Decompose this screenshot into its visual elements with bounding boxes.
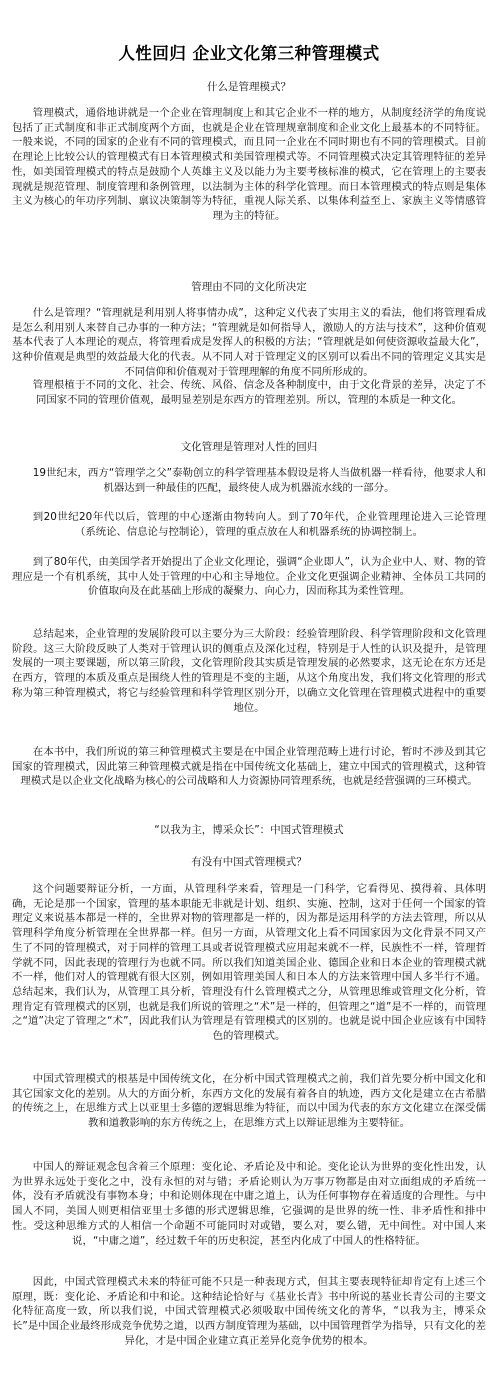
paragraph-culture-roots-china: 中国式管理模式的根基是中国传统文化，在分析中国式管理模式之前，我们首先要分析中国文化和其它国家文化的差别。从大的方面分析，东西方文化的发展有着各自的轨迹，西方文化是建立在古希腊的传统之上，在思维方式上以亚里士多德的逻辑思维为特征，而以中国为代表的东方文化建立在深受儒教和道教影响的东方传统之上，在思维方式上以辩证思维为主要特征。 [12, 1073, 486, 1130]
section-heading-is-there-chinese-mode: 有没有中国式管理模式？ [191, 856, 307, 868]
paragraph-three-stages: 总结起来，企业管理的发展阶段可以主要分为三大阶段：经验管理阶段、科学管理阶段和文化管理阶段。这三大阶段反映了人类对于管理认识的侧重点及深化过程，特别是于人性的认识及提升，是管理发展的一项主要课题，所以第三阶段，文化管理阶段其实质是管理发展的必然要求，这无论在东方还是在西方，管理的本质及重点是围绕人性的管理是不变的主题，从这个角度出发，我们将文化管理的形式称为第三种管理模式，将它与经验管理和科学管理区别分开，以确立文化管理在管理模式进程中的重要地位。 [12, 628, 486, 714]
article-title: 人性回归 企业文化第三种管理模式 [118, 44, 380, 63]
section-heading-culture-decides: 管理由不同的文化所决定 [191, 281, 307, 293]
paragraph-this-book: 在本书中，我们所说的第三种管理模式主要是在中国企业管理范畴上进行讨论，暂时不涉及到其它国家的管理模式，因此第三种管理模式就是指在中国传统文化基础上，建立中国式的管理模式，这种管理模式是以企业文化战略为核心的公司战略和人力资源协同管理系统，也就是经营强调的三环模式。 [12, 746, 486, 788]
paragraph-1980s: 到了80年代，由美国学者开始提出了企业文化理论，强调“企业即人”，认为企业中人、财、物的管理应是一个有机系统，其中人处于管理的中心和主导地位。企业文化更强调企业精神、全体员工共同的价值取向及在此基础上形成的凝聚力、向心力，因而称其为柔性管理。 [12, 556, 486, 598]
paragraph-management-mode: 管理模式，通俗地讲就是一个企业在管理制度上和其它企业不一样的地方，从制度经济学的角度说包括了正式制度和非正式制度两个方面，也就是企业在管理规章制度和企业文化上最基本的不同特征。一般来说，不同的国家的企业有不同的管理模式，而且同一企业在不同时期也有不同的管理模式。目前在理论上比较公认的管理模式有日本管理模式和美国管理模式等。不同管理模式决定其管理特征的差异性，如美国管理模式的特点是鼓励个人英雄主义及以能力为主要考核标准的模式，它在管理上的主要表现就是规范管理、制度管理和条例管理，以法制为主体的科学化管理。而日本管理模式的特点则是集体主义为核心的年功序列制、禀议决策制等为特征，重视人际关系、以集体利益至上、家族主义等情感管理为主的特征。 [12, 107, 486, 222]
section-heading-humanity-return: 文化管理是管理对人性的回归 [180, 441, 318, 453]
paragraph-dialectical-analysis: 这个问题要辩证分析，一方面，从管理科学来看，管理是一门科学，它看得见、摸得着、具体明确，无论是那一个国家，管理的基本职能无非就是计划、组织、实施、控制，这对于任何一个国家的管理定义来说基本都是一样的，全世界对物的管理都是一样的，因为都是运用科学的方法去管理，所以从管理科学角度分析管理在全世界都一样。但另一方面，从管理文化上看不同国家因为文化背景不同又产生了不同的管理模式，对于同样的管理工具或者说管理模式应用起来就不一样，民族性不一样，管理哲学就不同，因此表现的管理行为也就不同。所以我们知道美国企业、德国企业和日本企业的管理模式就不一样，他们对人的管理就有很大区别，例如用管理美国人和日本人的方法来管理中国人多半行不通。总结起来，我们认为，从管理工具分析，管理没有什么管理模式之分，从管理思维或管理文化分析，管理肯定有管理模式的区别，也就是我们所说的管理之“术”是一样的，但管理之“道”是不一样的，而管理之“道”决定了管理之“术”，因此我们认为管理是有管理模式的区别的。也就是说中国企业应该有中国特色的管理模式。 [12, 883, 486, 1043]
paragraph-conclusion: 因此，中国式管理模式未来的特征可能不只是一种表现方式，但其主要表现特征却肯定有上述三个原理，既：变化论、矛盾论和中和论。这种结论恰好与《基业长青》书中所说的基业长青公司的主要文化特征高度一致，所以我们说，中国式管理模式必须吸取中国传统文化的菁华，“以我为主，博采众长”是中国企业最终形成竞争优势之道，以西方制度管理为基础，以中国管理哲学为指导，只有文化的差异化，才是中国企业建立真正差异化竞争优势的根本。 [12, 1276, 486, 1347]
paragraph-1920s: 到20世纪20年代以后，管理的中心逐渐由物转向人。到了70年代，企业管理理论进入三论管理（系统论、信息论与控制论），管理的重点放在人和机器系统的协调控制上。 [32, 511, 486, 538]
paragraph-management-definitions: 什么是管理？“管理就是利用别人将事情办成”，这种定义代表了实用主义的看法，他们将管理看成是怎么利用别人来替自己办事的一种方法；“管理就是如何指导人，激励人的方法与技术”，这种价值观基本代表了人本理论的观点，将管理看成是发挥人的积极的方法；“管理就是如何使资源收益最大化”，这种价值观是典型的效益最大化的代表。从不同人对于管理定义的区别可以看出不同的管理定义其实是不同信仰和价值观对于管理理解的角度不同所形成的。 [12, 307, 486, 378]
paragraph-three-principles: 中国人的辩证观念包含着三个原理：变化论、矛盾论及中和论。变化论认为世界的变化性出发，认为世界永远处于变化之中，没有永恒的对与错；矛盾论则认为万事万物都是由对立面组成的矛盾统一体，没有矛盾就没有事物本身；中和论则体现在中庸之道上，认为任何事物存在着适度的合理性。与中国人不同，美国人则更相信亚里士多德的形式逻辑思维，它强调的是世界的统一性、非矛盾性和排中性。受这种思维方式的人相信一个命题不可能同时对或错，要么对，要么错，无中间性。对中国人来说，“中庸之道”，经过数千年的历史积淀，甚至内化成了中国人的性格特征。 [12, 1161, 486, 1247]
section-heading-what-is-management-mode: 什么是管理模式？ [207, 81, 291, 93]
paragraph-cultural-roots: 管理根植于不同的文化、社会、传统、风俗、信念及各种制度中，由于文化背景的差异，决定了不同国家不同的管理价值观，最明显差别是东西方的管理差别。所以，管理的本质是一种文化。 [32, 379, 486, 406]
section-heading-chinese-mode: “以我为主，博采众长”：中国式管理模式 [154, 824, 344, 836]
paragraph-taylor: 19世纪末，西方“管理学之父”泰勒创立的科学管理基本假设是将人当做机器一样看待，他要求人和机器达到一种最佳的匹配，最终使人成为机器流水线的一部分。 [32, 467, 486, 494]
